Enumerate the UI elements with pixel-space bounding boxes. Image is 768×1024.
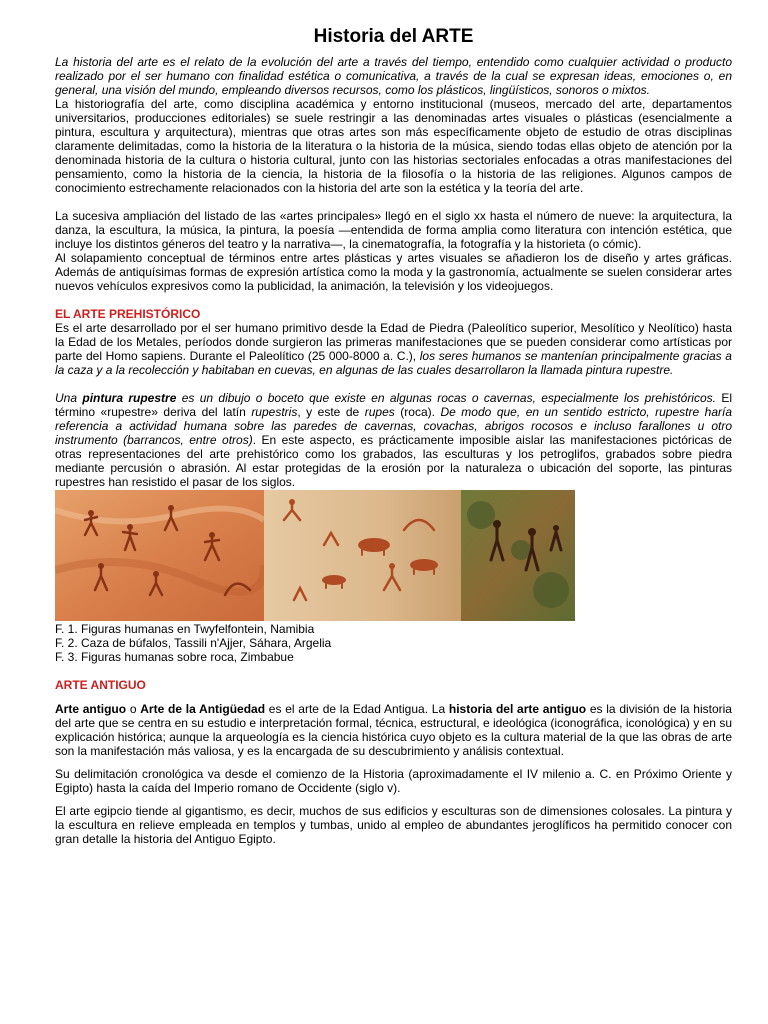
term-pintura-rupestre: pintura rupestre bbox=[82, 391, 177, 405]
p2-i: De modo que, en un sentido estricto, rupestre haría referencia a actividad humana sobre las paredes de cavernas, covachas, abrigos rocosos e incluso farallones u otro instrumento (barrancos, entre otros) bbox=[55, 405, 733, 447]
ancient-paragraph-1 bbox=[55, 702, 732, 758]
figure-caption-2: F. 2. Caza de búfalos, Tassili n'Ajjer, Sáhara, Argelia bbox=[55, 636, 332, 650]
rock-art-photo-zimbabwe bbox=[461, 490, 575, 621]
prehistoric-p1-text: Es el arte desarrollado por el ser humano primitivo desde la Edad de Piedra (Paleolítico superior, Mesolítico y Neolítico) hasta la Edad de los Metales, períodos donde surgieron las primeras manifestaciones que se pueden considerar como artísticas por parte del Homo sapiens. Durante el Paleolítico (25 000-8000 a. C.), bbox=[55, 321, 732, 363]
p2-c: es un dibujo o boceto que existe en algunas rocas o cavernas, especialmente los prehistóricos. bbox=[176, 391, 716, 405]
prehistoric-paragraph-1 bbox=[55, 321, 732, 377]
ancient-p1-b: o bbox=[126, 702, 141, 716]
page-title: Historia del ARTE bbox=[313, 26, 474, 47]
prehistoric-p1-italic: los seres humanos se mantenían principalmente gracias a la caza y a la recolección y habitaban en cuevas, en algunas de las cuales desarrollaron la llamada pintura rupestre. bbox=[55, 349, 732, 377]
ancient-paragraph-3: El arte egipcio tiende al gigantismo, es decir, muchos de sus edificios y esculturas son de dimensiones colosales. La pintura y la escultura en relieve empleada en templos y tumbas, unido al empleo de abundantes jeroglíficos ha permitido conocer con gran detalle la historia del Antiguo Egipto. bbox=[55, 804, 732, 846]
rock-art-photo-namibia bbox=[55, 490, 264, 621]
rock-art-photo-tassili bbox=[264, 490, 461, 621]
prehistoric-paragraph-2 bbox=[55, 391, 732, 489]
p2-a: Una bbox=[55, 391, 83, 405]
term-historia-arte-antiguo: historia del arte antiguo bbox=[448, 702, 587, 716]
p2-j: . En este aspecto, es prácticamente imposible aislar las manifestaciones pictóricas de otras representaciones del arte prehistórico como los grabados, las esculturas y los petroglifos, grabados sobre piedra mediante percusión o abrasión. Al estar protegidas de la erosión por la naturaleza o ubicación del soporte, las pinturas rupestres han resistido el pasar de los siglos. bbox=[55, 433, 732, 489]
section-heading-ancient: ARTE ANTIGUO bbox=[55, 678, 146, 692]
intro-paragraph-1 bbox=[55, 55, 732, 97]
ancient-p1-f: es la división de la historia del arte que se centra en su estudio e interpretación formal, técnica, estructural, e ideológica (iconográfica, iconológica) y en su explicación histórica; aunque la arqueología es la ciencia histórica cuyo objeto es la cultura material de la que las obras de arte son la manifestación más valiosa, y es la encargada de su descubrimiento y análisis contextual. bbox=[55, 702, 732, 758]
rock-art-photo-strip bbox=[55, 490, 575, 621]
figure-caption-1: F. 1. Figuras humanas en Twyfelfontein, Namibia bbox=[55, 622, 315, 636]
p2-d: El término «rupestre» deriva del latín bbox=[55, 391, 733, 419]
term-arte-antiguo: Arte antiguo bbox=[55, 702, 127, 716]
intro-paragraph-2: La historiografía del arte, como disciplina académica y entorno institucional (museos, mercado del arte, departamentos universitarios, producciones editoriales) se suele restringir a las denominadas artes visuales o plásticas (esencialmente a pintura, escultura y arquitectura), mientras que otras artes son más específicamente objeto de estudio de otras disciplinas claramente delimitadas, como la historia de la literatura o la historia de la música, siendo todas ellas objeto de atención por la denominada historia de la cultura o historia cultural, junto con las historias sectoriales enfocadas a otras manifestaciones del pensamiento, como la historia de la ciencia, la historia de la filosofía o la historia de las religiones. Algunos campos de conocimiento estrechamente relacionados con la historia del arte son la estética y la teoría del arte. bbox=[55, 97, 732, 195]
intro-p1-text: La historia del arte es el relato de la evolución del arte a través del tiempo, entendido como cualquier actividad o producto realizado por el ser humano con finalidad estética o comunicativa, a través de la cual se expresan ideas, emociones o, en general, una visión del mundo, empleando diversos recursos, como los plásticos, lingüísticos, sonoros o mixtos. bbox=[55, 55, 732, 97]
intro-paragraph-4: Al solapamiento conceptual de términos entre artes plásticas y artes visuales se añadieron los de diseño y artes gráficas. Además de antiquísimas formas de expresión artística como la moda y la gastronomía, actualmente se suelen considerar artes nuevos vehículos expresivos como la publicidad, la animación, la televisión y los videojuegos. bbox=[55, 251, 732, 293]
intro-paragraph-3: La sucesiva ampliación del listado de las «artes principales» llegó en el siglo xx hasta el número de nueve: la arquitectura, la danza, la escultura, la música, la pintura, la poesía —entendida de forma amplia como literatura con intención estética, que incluye los distintos géneros del teatro y la narrativa—, la cinematografía, la fotografía y la historieta (o cómic). bbox=[55, 209, 732, 251]
p2-g: rupes bbox=[364, 405, 395, 419]
section-heading-prehistoric: EL ARTE PREHISTÓRICO bbox=[55, 307, 201, 321]
figure-caption-3: F. 3. Figuras humanas sobre roca, Zimbabue bbox=[55, 650, 294, 664]
p2-e: rupestris bbox=[251, 405, 298, 419]
document-page bbox=[55, 24, 732, 846]
p2-f: , y este de bbox=[297, 405, 365, 419]
p2-h: (roca). bbox=[394, 405, 441, 419]
ancient-p1-d: es el arte de la Edad Antigua. La bbox=[265, 702, 449, 716]
ancient-paragraph-2: Su delimitación cronológica va desde el comienzo de la Historia (aproximadamente el IV milenio a. C. en Próximo Oriente y Egipto) hasta la caída del Imperio romano de Occidente (siglo v). bbox=[55, 767, 732, 795]
term-arte-antiguedad: Arte de la Antigüedad bbox=[140, 702, 266, 716]
